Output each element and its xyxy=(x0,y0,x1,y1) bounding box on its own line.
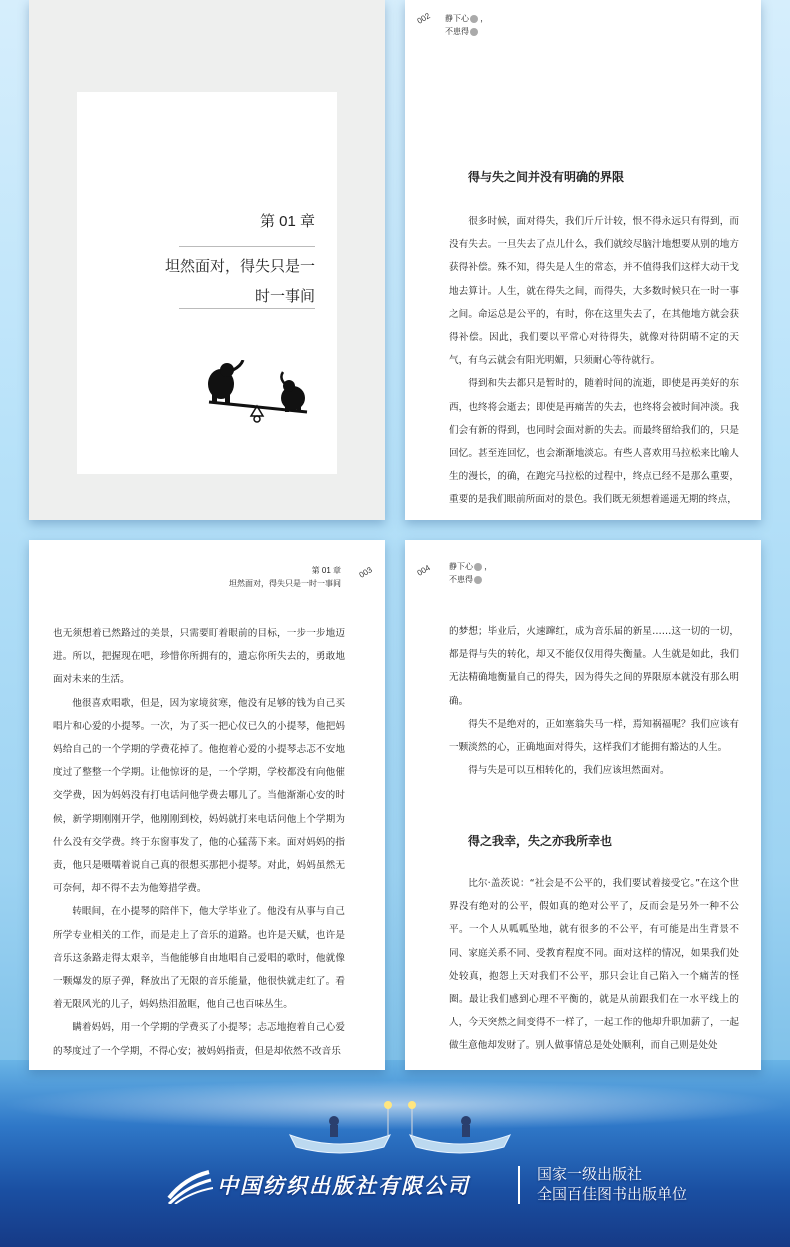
publisher-footer xyxy=(165,1160,705,1210)
publisher-name: 中国纺织出版社有限公司 xyxy=(217,1173,470,1198)
book-page-002 xyxy=(405,0,761,520)
paragraph: 得到和失去都只是暂时的，随着时间的流逝，即使是再美好的东西，也终将会逝去；即使是再痛苦的失去，也终将会被时间冲淡。我们会有新的得到，也同时会面对新的失去。而最终留给我们的，只是回忆。甚至连回忆，也会渐渐地淡忘。有些人喜欢用马拉松来比喻人生的漫长，的确，在跑完马拉松的过程中，终点已经不是那么重要，重要的是我们眼前所面对的景色。我们既无须想着遥遥无期的终点， xyxy=(449,378,739,506)
circle-icon xyxy=(474,576,482,584)
section-title: 得与失之间并没有明确的界限 xyxy=(468,170,625,184)
page-number: 003 xyxy=(357,565,374,580)
paragraph: 得失不是绝对的，正如塞翁失马一样，焉知祸福呢？我们应该有一颗淡然的心，正确地面对得失，这样我们才能拥有豁达的人生。 xyxy=(449,718,739,754)
body-text-bottom xyxy=(449,872,739,1058)
paragraph: 转眼间，在小提琴的陪伴下，他大学毕业了。他没有从事与自己所学专业相关的工作，而是走上了音乐的道路。也许是天赋，也许是音乐这条路走得太艰辛，当他能够自由地唱自己爱唱的歌时，他就像一颗爆发的原子弹，释放出了无限的音乐能量，他很快就走红了。看着无限风光的儿子，妈妈热泪盈眶，他自己也百味丛生。 xyxy=(53,906,345,1011)
paragraph: 很多时候，面对得失，我们斤斤计较，恨不得永远只有得到，而没有失去。一旦失去了点儿什么，我们就绞尽脑汁地想要从别的地方获得补偿。殊不知，得失是人生的常态，并不值得我们这样大动干戈地去算计。人生，就在得失之间，而得失，大多数时候只在一时一事之间。命运总是公平的，有时，你在这里失去了，在其他地方就会获得补偿。因此，我们要以平常心对待得失，就像对待阴晴不定的天气，有乌云就会有阳光明媚，只须耐心等待就行。 xyxy=(449,216,739,367)
page-number: 002 xyxy=(415,11,432,26)
boats-illustration xyxy=(280,1095,520,1165)
chapter-title: 坦然面对，得失只是一时一事间 xyxy=(164,258,315,305)
chapter-number: 第 01 章 xyxy=(259,213,315,230)
tagline-line1: 国家一级出版社 xyxy=(537,1165,643,1183)
body-text xyxy=(449,210,739,512)
header-line2: 不患得 xyxy=(449,575,473,584)
header-line2: 坦然面对，得失只是一时一事间 xyxy=(229,579,341,588)
paragraph: 也无须想着已然路过的美景，只需要盯着眼前的目标，一步一步地迈进。所以，把握现在吧，珍惜你所拥有的，遗忘你所失去的，勇敢地面对未来的生活。 xyxy=(53,628,345,686)
header-line2: 不患得 xyxy=(445,27,469,36)
book-page-003 xyxy=(29,540,385,1070)
circle-icon xyxy=(474,563,482,571)
header-line1: 静下心 xyxy=(449,562,473,571)
chapter-card xyxy=(77,92,337,474)
header-line1: 第 01 章 xyxy=(311,566,341,575)
elephants-seesaw-illustration xyxy=(197,360,317,430)
chapter-rule-top xyxy=(179,246,315,247)
paragraph: 比尔·盖茨说：“社会是不公平的，我们要试着接受它。”在这个世界没有绝对的公平，假如真的绝对公平了，反而会是另外一种不公平。一个人从呱呱坠地，就有很多的不公平，有可能是出生背景不同、家庭关系不同、受教育程度不同。面对这样的情况，如果我们处处较真，抱怨上天对我们不公平，那只会让自己陷入一个痛苦的怪圈。最让我们感到心理不平衡的，就是从前跟我们在一水平线上的人，今天突然之间变得不一样了，一起工作的他却升职加薪了，一起做生意他却发财了。别人做事情总是处处顺利，而自己则是处处 xyxy=(449,878,739,1052)
body-text-top xyxy=(449,620,739,782)
body-text xyxy=(53,622,345,1063)
paragraph: 他很喜欢唱歌，但是，因为家境贫寒，他没有足够的钱为自己买唱片和心爱的小提琴。一次，为了买一把心仪已久的小提琴，他把妈妈给自己的一个学期的学费花掉了。他抱着心爱的小提琴忐忑不安地度过了整整一个学期。让他惊讶的是，一个学期，学校都没有向他催交学费，因为妈妈没有打电话问他学费去哪儿了。当他渐渐心安的时候，新学期刚刚开学，他刚刚到校，妈妈就打来电话问他上个学期为什么没有交学费。终于东窗事发了，他的心猛荡下来。面对妈妈的指责，他只是嗫嚅着说自己真的很想买那把小提琴。对此，妈妈虽然无可奈何，却不得不去为他筹措学费。 xyxy=(53,697,345,895)
running-header xyxy=(229,564,341,590)
book-page-004 xyxy=(405,540,761,1070)
footer-divider xyxy=(518,1166,520,1204)
chapter-opener-page xyxy=(29,0,385,520)
chapter-rule-bottom xyxy=(179,308,315,309)
running-header: 静下心 ， 不患得 xyxy=(445,14,489,36)
circle-icon xyxy=(470,15,478,23)
paragraph: 的梦想；毕业后，火速蹿红，成为音乐届的新星……这一切的一切，都是得与失的转化，却又不能仅仅用得失衡量。人生就是如此，我们无法精确地衡量自己的得失，因为得失之间的界限原本就没有那么明确。 xyxy=(449,626,739,707)
circle-icon xyxy=(470,28,478,36)
paragraph: 瞒着妈妈，用一个学期的学费买了小提琴；忐忑地抱着自己心爱的琴度过了一个学期，不得心安；被妈妈指责，但是却依然不改音乐 xyxy=(53,1022,345,1057)
tagline-line2: 全国百佳图书出版单位 xyxy=(537,1185,688,1203)
running-header: 静下心 ， 不患得 xyxy=(449,562,493,584)
publisher-tagline xyxy=(537,1164,687,1204)
paragraph: 得与失是可以互相转化的，我们应该坦然面对。 xyxy=(468,765,670,777)
page-number: 004 xyxy=(415,563,432,578)
header-line1: 静下心 xyxy=(445,14,469,23)
publisher-logo-icon xyxy=(165,1168,213,1204)
section-title: 得之我幸，失之亦我所幸也 xyxy=(468,834,613,848)
